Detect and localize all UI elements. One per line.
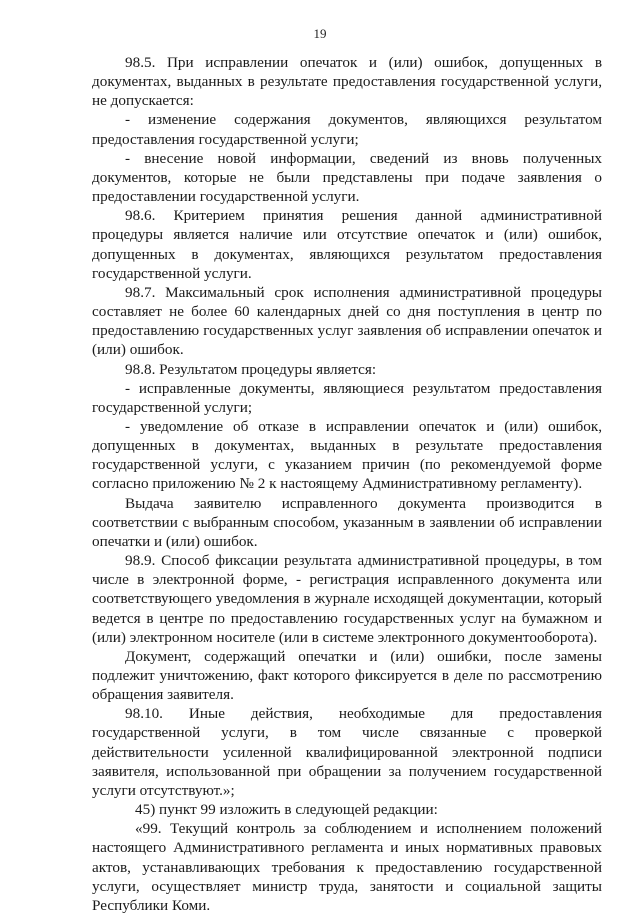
paragraph-98-6: 98.6. Критерием принятия решения данной административной процедуры является наличие или отсутствие опечаток и (или) ошибок, допущенных в документах, являющихся результатом предоставления государственной услуги.	[92, 207, 602, 282]
paragraph-98-10: 98.10. Иные действия, необходимые для предоставления государственной услуги, в том числе связанные с проверкой действительности усиленной квалифицированной электронной подписи заявителя, использованной при обращении за получением государственной услуги отсутствуют.»;	[92, 705, 602, 799]
paragraph-98-7: 98.7. Максимальный срок исполнения административной процедуры составляет не более 60 календарных дней со дня поступления в центр по предоставлению государственных услуг заявления об исправлении опечаток и (или) ошибок.	[92, 283, 602, 359]
paragraph-item-45: 45) пункт 99 изложить в следующей редакции:	[135, 801, 438, 819]
paragraph-99: «99. Текущий контроль за соблюдением и исполнением положений настоящего Административного регламента и иных нормативных правовых актов, устанавливающих требования к предоставлению государственной услуги, осуществляет министр труда, занятости и социальной защиты Республики Коми.	[92, 820, 602, 914]
paragraph-issuance: Выдача заявителю исправленного документа производится в соответствии с выбранным способом, указанным в заявлении об исправлении опечатки и (или) ошибок.	[92, 494, 602, 550]
list-item-corrected-docs: - исправленные документы, являющиеся результатом предоставления государственной услуги;	[92, 379, 602, 416]
paragraph-98-9: 98.9. Способ фиксации результата административной процедуры, в том числе в электронной форме, - регистрация исправленного документа или соответствующего уведомления в журнале исходящей документации, который ведется в центре по предоставлению государственных услуг на бумажном и (или) электронном носителе (или в системе электронного документооборота).	[92, 552, 602, 646]
list-item-new-info: - внесение новой информации, сведений из вновь полученных документов, которые не были представлены при подаче заявления о предоставлении государственной услуги.	[92, 149, 602, 206]
paragraph-document-destruction: Документ, содержащий опечатки и (или) ошибки, после замены подлежит уничтожению, факт которого фиксируется в деле по рассмотрению обращения заявителя.	[92, 647, 602, 704]
page-number: 19	[313, 26, 327, 41]
paragraph-98-8: 98.8. Результатом процедуры является:	[125, 360, 377, 378]
list-item-change-content: - изменение содержания документов, являющихся результатом предоставления государственной услуги;	[92, 111, 602, 148]
paragraph-98-5: 98.5. При исправлении опечаток и (или) ошибок, допущенных в документах, выданных в результате предоставления государственной услуги, не допускается:	[92, 54, 602, 110]
document-body	[92, 53, 602, 915]
list-item-refusal-notice: - уведомление об отказе в исправлении опечаток и (или) ошибок, допущенных в документах, выданных в результате предоставления государственной услуги, с указанием причин (по рекомендуемой форме согласно приложению № 2 к настоящему Административному регламенту).	[92, 417, 602, 493]
